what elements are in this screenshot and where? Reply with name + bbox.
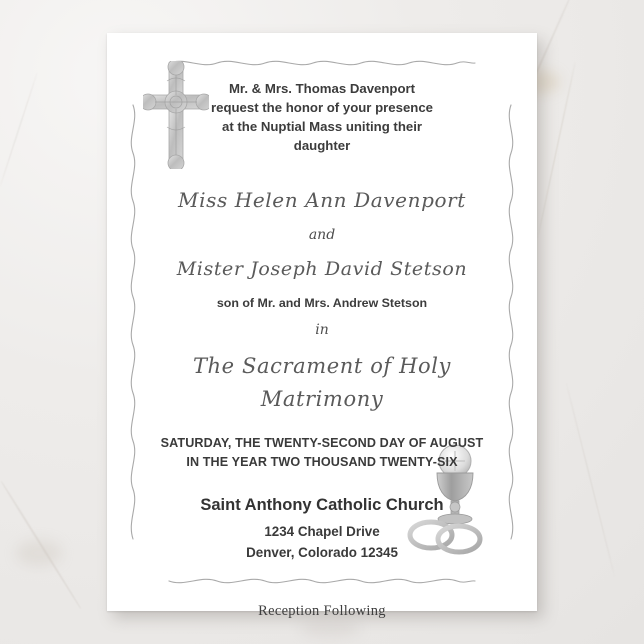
marble-blotch: [300, 620, 360, 638]
date-line-1: SATURDAY, THE TWENTY-SECOND DAY OF AUGUST: [160, 436, 484, 450]
groom-parents-line: son of Mr. and Mrs. Andrew Stetson: [216, 296, 428, 310]
squiggle-border: [167, 55, 477, 71]
reception-note: Reception Following: [258, 603, 386, 619]
marble-blotch: [16, 540, 62, 566]
sacrament-line-2: Matrimony: [260, 387, 384, 411]
invitation-text-block: [149, 75, 495, 620]
conjunction-and: and: [308, 227, 336, 243]
venue-street: 1234 Chapel Drive: [264, 524, 380, 539]
squiggle-border: [125, 103, 141, 543]
wedding-invitation-card: [107, 33, 537, 619]
date-line-2: IN THE YEAR TWO THOUSAND TWENTY-SIX: [186, 455, 458, 469]
marble-vein: [566, 383, 615, 577]
invitation-header-text: Mr. & Mrs. Thomas Davenport request the honor of your presence at the Nuptial Mass uniting their daughter: [210, 81, 434, 153]
preposition-in: in: [315, 322, 329, 338]
bride-name: Miss Helen Ann Davenport: [178, 188, 466, 212]
venue-city: Denver, Colorado 12345: [246, 545, 398, 560]
marble-vein: [0, 73, 38, 187]
groom-name: Mister Joseph David Stetson: [176, 258, 468, 280]
sacrament-line-1: The Sacrament of Holy: [192, 354, 452, 378]
venue-name: Saint Anthony Catholic Church: [200, 496, 444, 514]
